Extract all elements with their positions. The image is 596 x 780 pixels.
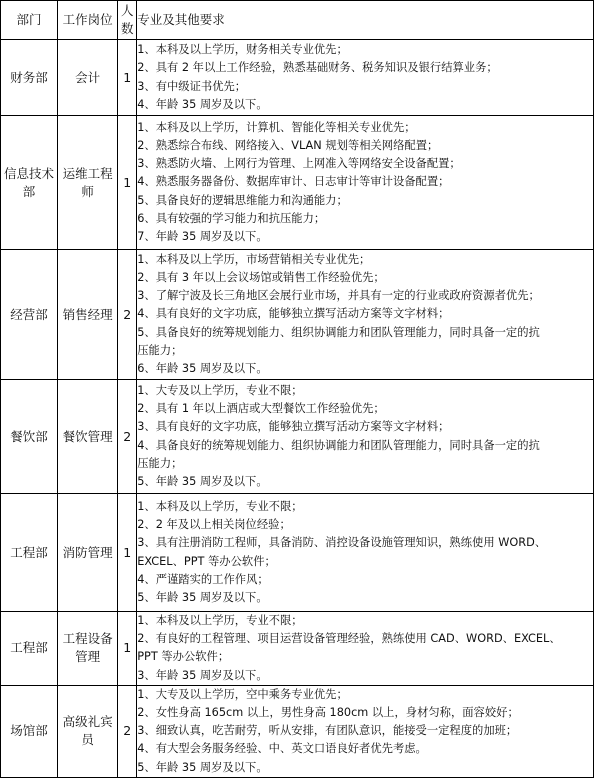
requirement-line: 6、年龄 35 周岁及以下。 xyxy=(137,362,268,375)
requirement-line: 5、年龄 35 周岁及以下。 xyxy=(137,760,268,774)
cell-dept: 财务部 xyxy=(1,40,58,116)
requirement-line: 1、本科及以上学历，市场营销相关专业优先； xyxy=(137,252,371,266)
cell-requirements xyxy=(137,250,594,380)
requirement-line: 5、年龄 35 周岁及以下。 xyxy=(137,590,268,604)
cell-dept: 工程部 xyxy=(1,494,58,612)
requirement-line: EXCEL、PPT 等办公软件； xyxy=(137,554,276,568)
requirement-line: 4、年龄 35 周岁及以下。 xyxy=(137,97,268,111)
table-row xyxy=(1,250,594,380)
requirement-line: 3、有中级证书优先； xyxy=(137,79,247,93)
requirement-line: 1、本科及以上学历，财务相关专业优先； xyxy=(137,43,348,57)
requirement-line: 1、大专及以上学历，专业不限； xyxy=(137,383,303,397)
cell-dept: 工程部 xyxy=(1,612,58,686)
requirement-line: 3、年龄 35 周岁及以下。 xyxy=(137,668,268,682)
requirement-line: 1、本科及以上学历，专业不限； xyxy=(137,499,303,513)
cell-requirements xyxy=(137,380,594,494)
requirement-line: 2、具有 1 年以上酒店或大型餐饮工作经验优先； xyxy=(137,402,385,416)
cell-position: 运维工程师 xyxy=(58,116,118,250)
requirement-line: 4、具备良好的统筹规划能力、组织协调能力和团队管理能力，同时具备一定的抗 xyxy=(137,438,540,452)
requirement-line: 2、具有 3 年以上会议场馆或销售工作经验优先； xyxy=(137,270,385,284)
cell-dept: 经营部 xyxy=(1,250,58,380)
cell-count: 1 xyxy=(118,612,137,686)
requirement-line: 2、有良好的工程管理、项目运营设备管理经验，熟练使用 CAD、WORD、EXCEL、 xyxy=(137,632,561,646)
requirement-line: 4、具有良好的文字功底，能够独立撰写活动方案等文字材料； xyxy=(137,307,450,321)
cell-count: 2 xyxy=(118,380,137,494)
cell-requirements xyxy=(137,116,594,250)
requirement-line: 3、具有注册消防工程师，具备消防、消控设备设施管理知识，熟练使用 WORD、 xyxy=(137,536,547,550)
cell-dept: 信息技术部 xyxy=(1,116,58,250)
requirement-line: 4、熟悉服务器备份、数据库审计、日志审计等审计设备配置； xyxy=(137,175,450,189)
requirement-line: 6、具有较强的学习能力和抗压能力； xyxy=(137,211,326,225)
requirement-line: 7、年龄 35 周岁及以下。 xyxy=(137,230,268,243)
requirement-line: 4、有大型会务服务经验、中、英文口语良好者优先考虑。 xyxy=(137,742,427,756)
cell-requirements xyxy=(137,40,594,116)
requirement-line: 2、具有 2 年以上工作经验，熟悉基础财务、税务知识及银行结算业务； xyxy=(137,61,498,75)
requirement-line: 1、大专及以上学历，空中乘务专业优先； xyxy=(137,687,348,701)
cell-count: 1 xyxy=(118,494,137,612)
cell-position: 销售经理 xyxy=(58,250,118,380)
requirement-line: 5、年龄 35 周岁及以下。 xyxy=(137,474,268,488)
requirement-line: 2、2 年及以上相关岗位经验； xyxy=(137,518,291,532)
cell-count: 2 xyxy=(118,685,137,777)
table-row xyxy=(1,116,594,250)
requirement-line: 4、严谨踏实的工作作风； xyxy=(137,572,269,586)
requirement-line: 3、熟悉防火墙、上网行为管理、上网准入等网络安全设备配置； xyxy=(137,157,461,171)
requirement-line: 5、具备良好的逻辑思维能力和沟通能力； xyxy=(137,193,348,207)
table-row xyxy=(1,40,594,116)
header-requirements: 专业及其他要求 xyxy=(137,1,594,40)
requirement-line: 1、本科及以上学历，计算机、智能化等相关专业优先； xyxy=(137,120,416,134)
header-row xyxy=(1,1,594,40)
cell-position: 工程设备管理 xyxy=(58,612,118,686)
cell-position: 会计 xyxy=(58,40,118,116)
cell-requirements xyxy=(137,494,594,612)
table-row xyxy=(1,612,594,686)
requirement-line: 2、熟悉综合布线、网络接入、VLAN 规划等相关网络配置； xyxy=(137,138,439,152)
cell-count: 1 xyxy=(118,40,137,116)
cell-position: 高级礼宾员 xyxy=(58,685,118,777)
cell-dept: 餐饮部 xyxy=(1,380,58,494)
cell-requirements xyxy=(137,612,594,686)
requirement-line: 压能力； xyxy=(137,343,183,357)
requirement-line: 2、女性身高 165cm 以上，男性身高 180cm 以上，身材匀称，面容姣好； xyxy=(137,706,519,720)
cell-count: 2 xyxy=(118,250,137,380)
requirement-line: 5、具备良好的统筹规划能力、组织协调能力和团队管理能力，同时具备一定的抗 xyxy=(137,325,540,339)
table-row xyxy=(1,494,594,612)
cell-requirements xyxy=(137,685,594,777)
cell-count: 1 xyxy=(118,116,137,250)
header-count: 人数 xyxy=(118,1,137,40)
requirement-line: 3、细致认真，吃苦耐劳，听从安排，有团队意识，能接受一定程度的加班； xyxy=(137,724,518,738)
requirement-line: 压能力； xyxy=(137,456,183,470)
table-row xyxy=(1,685,594,777)
header-position: 工作岗位 xyxy=(58,1,118,40)
table-row xyxy=(1,380,594,494)
header-dept: 部门 xyxy=(1,1,58,40)
requirement-line: 3、了解宁波及长三角地区会展行业市场，并具有一定的行业或政府资源者优先； xyxy=(137,289,540,303)
requirement-line: 1、本科及以上学历，专业不限； xyxy=(137,614,303,627)
cell-dept: 场馆部 xyxy=(1,685,58,777)
requirement-line: PPT 等办公软件； xyxy=(137,650,230,664)
cell-position: 消防管理 xyxy=(58,494,118,612)
cell-position: 餐饮管理 xyxy=(58,380,118,494)
requirement-line: 3、具有良好的文字功底，能够独立撰写活动方案等文字材料； xyxy=(137,420,450,434)
